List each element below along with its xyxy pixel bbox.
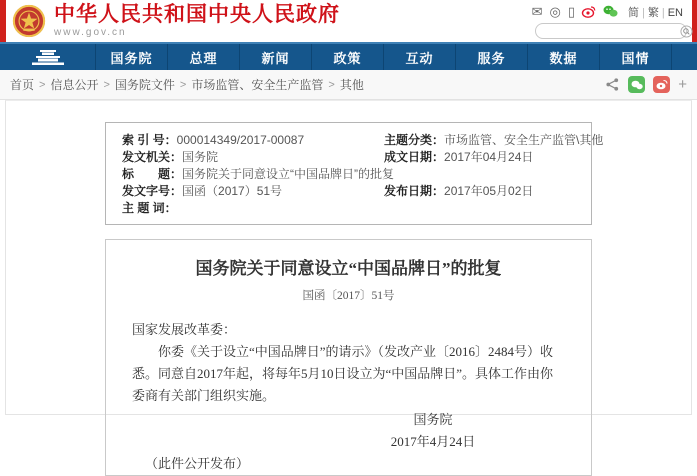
nav-item-services[interactable]: 服务 bbox=[456, 44, 528, 70]
breadcrumb bbox=[0, 70, 697, 100]
document-salutation: 国家发展改革委： bbox=[132, 322, 237, 337]
meta-value: 市场监管、安全生产监管\其他 bbox=[444, 133, 604, 147]
nav-filler bbox=[672, 44, 697, 70]
meta-label: 索 引 号： bbox=[122, 133, 177, 147]
meta-value: 国函（2017）51号 bbox=[182, 184, 283, 198]
nav-item-national-conditions[interactable]: 国情 bbox=[600, 44, 672, 70]
rss-icon[interactable]: ◎ bbox=[549, 3, 561, 19]
main-nav bbox=[0, 42, 697, 70]
lang-traditional[interactable]: 繁 bbox=[647, 6, 659, 19]
mail-icon[interactable]: ✉ bbox=[531, 3, 543, 19]
meta-label: 主 题 词： bbox=[122, 201, 177, 215]
meta-label: 发文机关： bbox=[122, 150, 183, 164]
document-paragraph: 你委《关于设立“中国品牌日”的请示》（发改产业〔2016〕2484号）收悉。同意自2017年起，将每年5月10日设立为“中国品牌日”。具体工作由你委商有关部门组织实施。 bbox=[132, 344, 554, 403]
national-emblem-icon bbox=[12, 4, 46, 38]
meta-value: 国务院关于同意设立“中国品牌日”的批复 bbox=[182, 167, 395, 181]
meta-value: 2017年04月24日 bbox=[444, 150, 534, 164]
meta-label: 发布日期： bbox=[384, 184, 445, 198]
share-icon[interactable] bbox=[605, 77, 620, 92]
lang-simplified[interactable]: 简 bbox=[628, 6, 639, 19]
meta-topic-category bbox=[384, 132, 603, 149]
wechat-share-icon[interactable] bbox=[628, 76, 645, 93]
breadcrumb-market-regulation[interactable]: 市场监管、安全生产监管 bbox=[191, 78, 324, 92]
document-title: 国务院关于同意设立“中国品牌日”的批复 bbox=[195, 259, 502, 278]
breadcrumb-separator: > bbox=[39, 78, 46, 91]
document-body-panel bbox=[105, 239, 592, 476]
meta-label: 发文字号： bbox=[122, 184, 183, 198]
nav-item-premier[interactable]: 总理 bbox=[168, 44, 240, 70]
breadcrumb-home[interactable]: 首页 bbox=[10, 78, 35, 92]
meta-value: 2017年05月02日 bbox=[444, 184, 534, 198]
breadcrumb-info-disclosure[interactable]: 信息公开 bbox=[50, 78, 99, 92]
lang-divider: | bbox=[642, 6, 645, 19]
meta-publish-date bbox=[384, 183, 603, 200]
mobile-icon[interactable]: ▯ bbox=[567, 3, 575, 19]
nav-item-data[interactable]: 数据 bbox=[528, 44, 600, 70]
meta-doc-number bbox=[122, 183, 384, 200]
meta-label: 成文日期： bbox=[384, 150, 445, 164]
site-url: www.gov.cn bbox=[54, 27, 127, 38]
content-container bbox=[5, 100, 692, 471]
document-meta-table bbox=[105, 122, 604, 225]
lang-divider: | bbox=[661, 6, 665, 19]
document-sign-date: 2017年4月24日 bbox=[390, 434, 476, 449]
breadcrumb-separator: > bbox=[103, 78, 110, 91]
meta-index-number bbox=[122, 132, 384, 149]
site-title: 中华人民共和国中央人民政府 bbox=[54, 3, 340, 26]
meta-written-date bbox=[384, 149, 603, 166]
meta-label: 标 题： bbox=[122, 167, 183, 181]
site-header bbox=[0, 0, 697, 42]
nav-home-tiananmen-icon[interactable] bbox=[0, 44, 96, 70]
wechat-icon[interactable] bbox=[603, 5, 618, 18]
nav-item-interaction[interactable]: 互动 bbox=[384, 44, 456, 70]
search-bar[interactable] bbox=[535, 23, 687, 39]
meta-title bbox=[122, 166, 395, 183]
document-footnote: （此件公开发布） bbox=[145, 456, 250, 471]
breadcrumb-separator: > bbox=[328, 78, 335, 91]
share-more-button[interactable]: + bbox=[678, 76, 687, 93]
nav-item-policy[interactable]: 政策 bbox=[312, 44, 384, 70]
meta-label: 主题分类： bbox=[384, 133, 445, 147]
breadcrumb-other[interactable]: 其他 bbox=[339, 78, 364, 92]
lang-english[interactable]: EN bbox=[667, 6, 683, 19]
nav-item-news[interactable]: 新闻 bbox=[240, 44, 312, 70]
search-icon[interactable] bbox=[680, 25, 693, 38]
breadcrumb-state-council-docs[interactable]: 国务院文件 bbox=[114, 78, 175, 92]
document-number: 国函〔2017〕51号 bbox=[302, 290, 395, 302]
meta-value: 国务院 bbox=[182, 150, 219, 164]
left-red-strip bbox=[0, 0, 6, 42]
breadcrumb-separator: > bbox=[179, 78, 187, 91]
meta-issuing-agency bbox=[122, 149, 384, 166]
meta-subject-words bbox=[122, 200, 384, 217]
weibo-share-icon[interactable] bbox=[653, 76, 670, 93]
search-input[interactable] bbox=[536, 25, 680, 37]
site-brand[interactable] bbox=[12, 3, 340, 38]
nav-item-state-council[interactable]: 国务院 bbox=[96, 44, 168, 70]
weibo-icon[interactable] bbox=[582, 5, 596, 18]
document-signer: 国务院 bbox=[413, 412, 453, 427]
document-signature bbox=[363, 409, 503, 453]
meta-value: 000014349/2017-00087 bbox=[176, 133, 305, 147]
meta-spacer-row bbox=[384, 166, 603, 183]
